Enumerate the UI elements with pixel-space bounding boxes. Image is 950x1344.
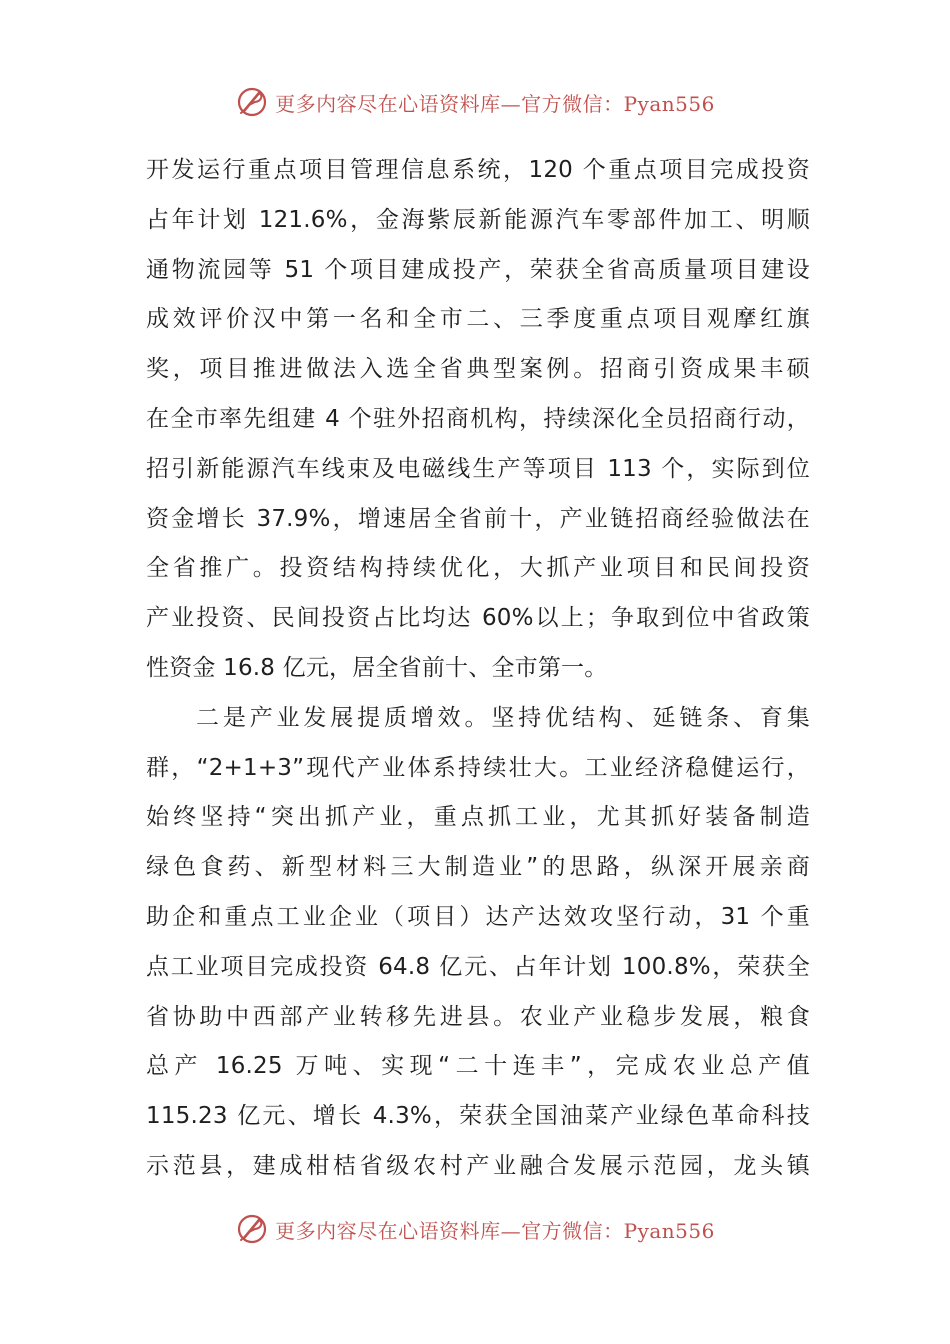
text-line: 省协助中西部产业转移先进县。农业产业稳步发展，粮食 [146,1003,810,1030]
text-line: 点工业项目完成投资 64.8 亿元、占年计划 100.8%，荣获全 [146,953,810,980]
footer-watermark [0,1211,950,1247]
header-watermark [0,84,950,120]
body-text [146,146,810,1192]
quill-logo-icon [235,1212,269,1246]
text-line: 产业投资、民间投资占比均达 60%以上；争取到位中省政策 [146,605,810,632]
text-line: 绿色食药、新型材料三大制造业”的思路，纵深开展亲商 [146,854,810,881]
watermark-text: 更多内容尽在心语资料库—官方微信：Pyan556 [275,91,715,116]
text-line: 开发运行重点项目管理信息系统，120 个重点项目完成投资 [146,157,810,183]
text-line: 示范县，建成柑桔省级农村产业融合发展示范园，龙头镇 [146,1152,810,1179]
text-line: 通物流园等 51 个项目建成投产，荣获全省高质量项目建设 [146,256,810,283]
paragraph-first-line: 二是产业发展提质增效。坚持优结构、延链条、育集 [196,704,810,731]
text-line: 性资金 16.8 亿元，居全省前十、全市第一。 [146,654,608,681]
text-line: 全省推广。投资结构持续优化，大抓产业项目和民间投资 [146,555,810,582]
watermark-text: 更多内容尽在心语资料库—官方微信：Pyan556 [275,1218,715,1243]
text-line: 群，“2+1+3”现代产业体系持续壮大。工业经济稳健运行， [146,754,810,781]
text-line: 资金增长 37.9%，增速居全省前十，产业链招商经验做法在 [146,505,810,532]
text-line: 助企和重点工业企业（项目）达产达效攻坚行动，31 个重 [146,903,810,930]
text-line: 招引新能源汽车线束及电磁线生产等项目 113 个，实际到位 [146,455,810,482]
text-line: 总产 16.25 万吨、实现“二十连丰”，完成农业总产值 [146,1053,810,1080]
text-line: 115.23 亿元、增长 4.3%，荣获全国油菜产业绿色革命科技 [146,1103,810,1130]
quill-logo-icon [235,85,269,119]
text-line: 奖，项目推进做法入选全省典型案例。招商引资成果丰硕 [146,356,810,383]
text-line: 在全市率先组建 4 个驻外招商机构，持续深化全员招商行动， [146,405,810,432]
text-line: 占年计划 121.6%，金海紫辰新能源汽车零部件加工、明顺 [146,206,810,233]
text-line: 成效评价汉中第一名和全市二、三季度重点项目观摩红旗 [146,306,810,333]
text-line: 始终坚持“突出抓产业，重点抓工业，尤其抓好装备制造 [146,804,810,831]
